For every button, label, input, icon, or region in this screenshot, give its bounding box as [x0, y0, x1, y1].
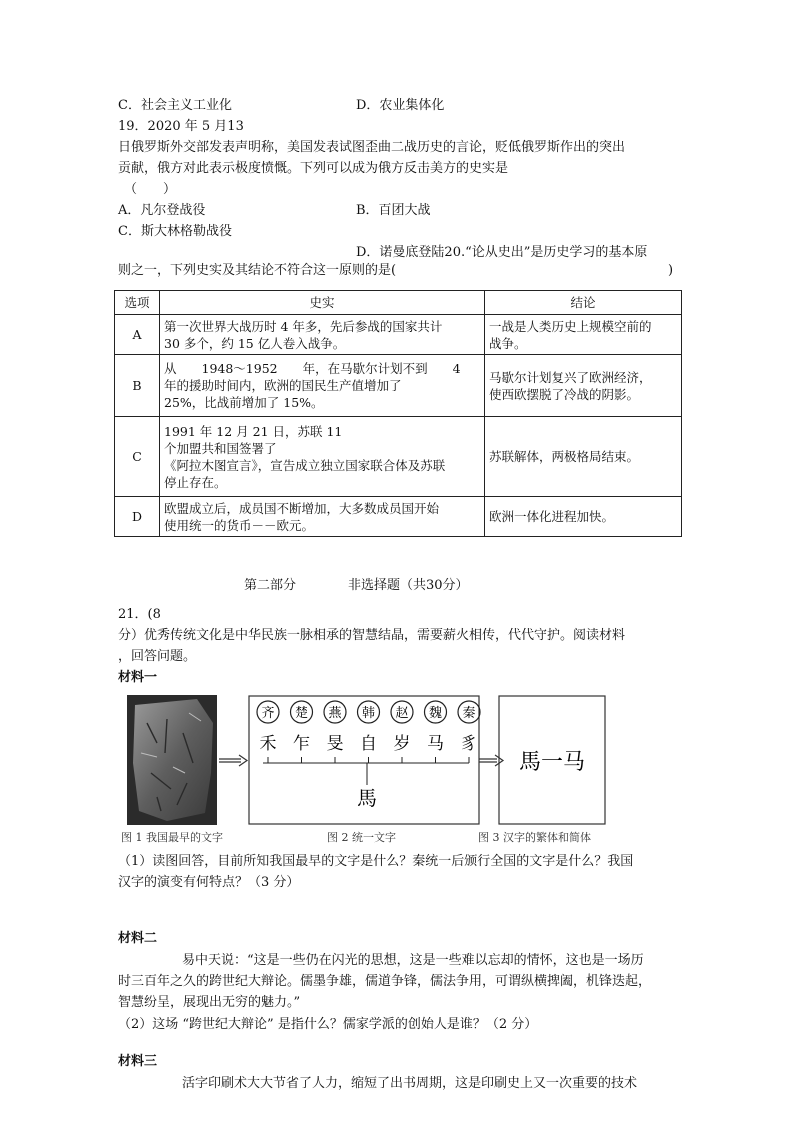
header-fact: 史实 [160, 291, 485, 315]
q21-sub1-line-2: 汉字的演变有何特点？（3 分） [118, 875, 300, 890]
unified-script-glyph: 馬 [357, 786, 377, 810]
fact-line: 年的援助时间内，欧洲的国民生产值增加了 [164, 378, 402, 393]
header-conclusion: 结论 [485, 291, 682, 315]
state-script-glyph: 禾 [259, 734, 277, 754]
row-option: A [115, 315, 160, 355]
conclusion-line: 欧洲一体化进程加快。 [489, 509, 615, 524]
fact-line: 1991 年 12 月 21 日，苏联 11 [164, 423, 343, 439]
q19-option-c: C．斯大林格勒战役 [118, 224, 232, 239]
state-scripts-row [260, 734, 478, 754]
q21-sub2-line: （2）这场 “跨世纪大辩论” 是指什么？儒家学派的创始人是谁？（2 分） [118, 1017, 538, 1032]
material-2-title: 材料二 [118, 931, 158, 946]
row-option: D [115, 497, 160, 537]
q18-option-d: D．农业集体化 [356, 98, 445, 113]
fact-line: 使用统一的货币－－欧元。 [164, 517, 315, 533]
table-row [115, 417, 682, 497]
conclusion-line: 苏联解体，两极格局结束。 [489, 449, 640, 464]
material-1-title: 材料一 [118, 670, 158, 685]
q19-answer-paren: （ ） [124, 182, 177, 197]
conclusion-line: 使西欧摆脱了冷战的阴影。 [489, 386, 640, 402]
state-script-glyph: 旻 [326, 734, 344, 754]
q21-line-1: 21．(8 [118, 607, 161, 622]
row-fact [160, 497, 485, 537]
conclusion-line: 马歇尔计划复兴了欧洲经济， [489, 369, 652, 385]
q21-sub1-line-1: （1）读图回答，目前所知我国最早的文字是什么？秦统一后颁行全国的文字是什么？我国 [118, 854, 634, 869]
figure-2-caption: 图 2 统一文字 [327, 831, 396, 844]
material-1-figure [127, 693, 607, 845]
q20-options-table [114, 290, 682, 537]
table-row [115, 315, 682, 355]
row-conclusion [485, 315, 682, 355]
material-2-line-1: 易中天说：“这是一些仍在闪光的思想，这是一些难以忘却的情怀，这也是一场历 [182, 953, 644, 968]
q21-line-2: 分）优秀传统文化是中华民族一脉相承的智慧结晶，需要薪火相传，代代守护。阅读材料 [118, 628, 626, 643]
figure-3-caption: 图 3 汉字的繁体和简体 [478, 831, 591, 844]
q20-line-2: 则之一，下列史实及其结论不符合这一原则的是( [118, 263, 397, 278]
q19-line-1: 19．2020 年 5 月13 [118, 119, 244, 134]
material-2-line-2: 时三百年之久的跨世纪大辩论。儒墨争雄，儒道争锋，儒法争用，可谓纵横捭阖，机锋迭起， [118, 974, 652, 989]
row-conclusion [485, 497, 682, 537]
q19-option-d-q20-start: D．诺曼底登陆20.“论从史出”是历史学习的基本原 [356, 245, 648, 260]
q20-paren-close: ) [668, 263, 674, 278]
part2-subtitle: 非选择题（共30分） [348, 578, 469, 593]
arrow-right-icon [219, 755, 247, 766]
state-script-glyph: 岁 [393, 734, 411, 754]
q19-line-2: 日俄罗斯外交部发表声明称，美国发表试图歪曲二战历史的言论，贬低俄罗斯作出的突出 [118, 140, 626, 155]
state-script-glyph: 豸 [460, 734, 478, 754]
row-fact [160, 417, 485, 497]
state-name: 齐 [261, 706, 275, 721]
fact-line: 个加盟共和国签署了 [164, 440, 277, 456]
timeline-ticks [268, 757, 469, 785]
q19-option-b: B．百团大战 [356, 203, 431, 218]
traditional-simplified-glyphs: 馬一马 [518, 750, 586, 775]
fact-line: 从 1948～1952 年，在马歇尔计划不到 4 [164, 361, 461, 376]
state-name: 赵 [395, 706, 409, 721]
fact-line: 30 多个，约 15 亿人卷入战争。 [164, 335, 346, 351]
row-fact [160, 315, 485, 355]
material-3-line-1: 活字印刷术大大节省了人力，缩短了出书周期，这是印刷史上又一次重要的技术 [182, 1076, 638, 1091]
fact-line: 25%，比战前增加了 15%。 [164, 395, 324, 410]
row-conclusion [485, 355, 682, 417]
q19-line-3: 贡献，俄方对此表示极度愤慨。下列可以成为俄方反击美方的史实是 [118, 161, 509, 176]
state-name: 秦 [462, 706, 476, 721]
fact-line: 停止存在。 [164, 474, 227, 490]
fact-line: 第一次世界大战历时 4 年多，先后参战的国家共计 [164, 318, 443, 334]
part2-title: 第二部分 [244, 578, 297, 593]
table-row [115, 355, 682, 417]
table-row [115, 497, 682, 537]
q19-option-a: A．凡尔登战役 [118, 203, 206, 218]
q18-option-c: C．社会主义工业化 [118, 98, 232, 113]
header-option: 选项 [115, 291, 160, 315]
state-name: 魏 [428, 706, 443, 721]
state-name: 韩 [361, 706, 376, 721]
q21-line-3: ，回答问题。 [118, 649, 197, 664]
state-script-glyph: 自 [360, 734, 377, 754]
state-script-glyph: ⻢ [427, 734, 444, 754]
row-conclusion [485, 417, 682, 497]
row-fact [160, 355, 485, 417]
state-name: 燕 [328, 706, 342, 721]
fact-line: 《阿拉木图宣言》，宣告成立独立国家联合体及苏联 [164, 457, 446, 473]
material-2-line-3: 智慧纷呈，展现出无穷的魅力。” [118, 995, 301, 1010]
conclusion-line: 一战是人类历史上规模空前的 [489, 318, 652, 334]
fact-line: 欧盟成立后，成员国不断增加，大多数成员国开始 [164, 500, 440, 516]
conclusion-line: 战争。 [489, 335, 527, 351]
table-header-row [115, 291, 682, 315]
state-name: 楚 [294, 706, 309, 721]
row-option: C [115, 417, 160, 497]
state-names-row [257, 701, 480, 723]
material-3-title: 材料三 [118, 1054, 158, 1069]
oracle-bone-image [127, 695, 217, 825]
state-script-glyph: 乍 [293, 734, 310, 754]
figure-1-caption: 图 1 我国最早的文字 [121, 831, 223, 844]
row-option: B [115, 355, 160, 417]
